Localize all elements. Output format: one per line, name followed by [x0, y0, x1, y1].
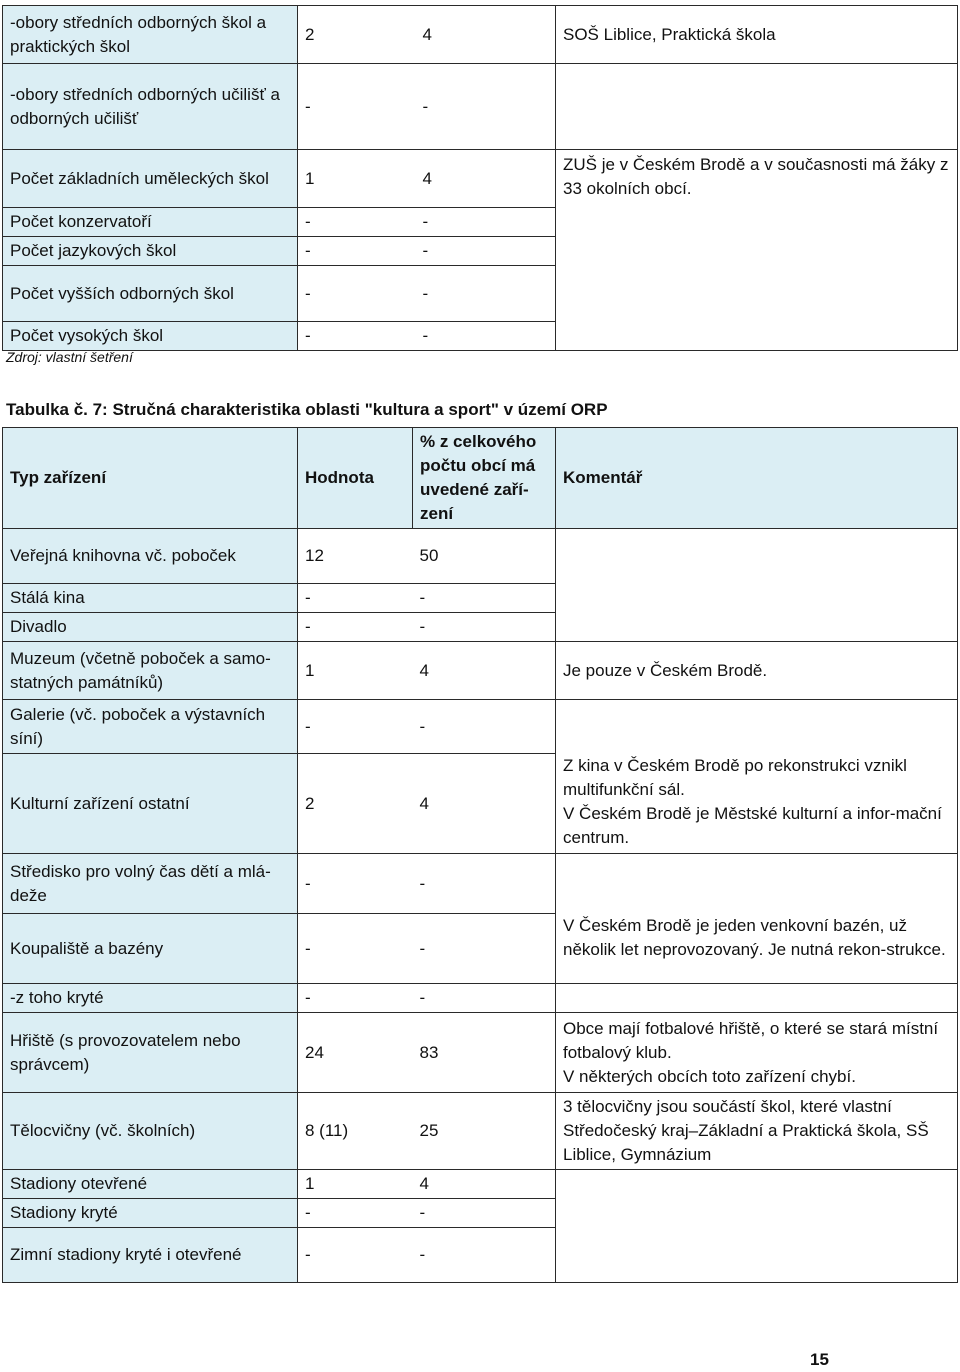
row-value-b: 83: [413, 1013, 556, 1093]
header-type: Typ zařízení: [3, 428, 298, 529]
row-value-b: -: [413, 613, 556, 642]
row-value-a: -: [298, 984, 413, 1013]
row-label: Koupaliště a bazény: [3, 914, 298, 984]
row-value-a: -: [298, 613, 413, 642]
row-label: Galerie (vč. poboček a výstavních síní): [3, 700, 298, 754]
row-value-b: -: [413, 1199, 556, 1228]
row-value-a: 12: [298, 529, 413, 584]
row-label: Středisko pro volný čas dětí a mlá-deže: [3, 854, 298, 914]
row-value-b: -: [413, 914, 556, 984]
table-row: [3, 854, 958, 914]
row-value-b: 4: [413, 1170, 556, 1199]
header-value: Hodnota: [298, 428, 413, 529]
table-row: [3, 64, 958, 150]
row-value-a: 1: [298, 642, 413, 700]
row-label: Počet základních uměleckých škol: [3, 150, 298, 208]
row-label: Veřejná knihovna vč. poboček: [3, 529, 298, 584]
row-value-b: -: [413, 854, 556, 914]
row-value-a: -: [298, 1228, 413, 1283]
row-label: Muzeum (včetně poboček a samo-statných památníků): [3, 642, 298, 700]
row-label: Stadiony kryté: [3, 1199, 298, 1228]
table-row: [3, 642, 958, 700]
row-value-b: 4: [413, 754, 556, 854]
row-value-a: -: [298, 266, 416, 322]
row-value-b: -: [416, 266, 556, 322]
row-label: -obory středních odborných učilišť a odborných učilišť: [3, 64, 298, 150]
row-value-b: -: [413, 984, 556, 1013]
row-comment: [556, 529, 958, 642]
table-row: [3, 754, 958, 854]
row-value-a: -: [298, 914, 413, 984]
table-row: [3, 914, 958, 984]
row-value-b: 25: [413, 1093, 556, 1170]
row-value-a: 2: [298, 754, 413, 854]
row-label: Počet vyšších odborných škol: [3, 266, 298, 322]
source-note: Zdroj: vlastní šetření: [6, 349, 133, 365]
row-value-b: -: [413, 1228, 556, 1283]
table-row: [3, 1170, 958, 1199]
row-comment: Obce mají fotbalové hřiště, o které se stará místní fotbalový klub. V některých obcích toto zařízení chybí.: [556, 1013, 958, 1093]
table-row: [3, 150, 958, 208]
culture-sport-table: [2, 427, 958, 1283]
row-label: Kulturní zařízení ostatní: [3, 754, 298, 854]
row-value-a: -: [298, 208, 416, 237]
row-comment: [556, 64, 958, 150]
row-value-b: 4: [416, 6, 556, 64]
row-comment: [556, 1170, 958, 1283]
row-value-a: 1: [298, 1170, 413, 1199]
row-comment: [556, 984, 958, 1013]
page-number: 15: [810, 1350, 829, 1369]
table-row: [3, 984, 958, 1013]
row-label: Divadlo: [3, 613, 298, 642]
row-comment: 3 tělocvičny jsou součástí škol, které vlastní Středočeský kraj–Základní a Praktická škola, SŠ Liblice, Gymnázium: [556, 1093, 958, 1170]
row-comment: [556, 854, 958, 914]
row-value-b: 4: [413, 642, 556, 700]
row-value-a: 8 (11): [298, 1093, 413, 1170]
row-value-b: -: [416, 208, 556, 237]
row-comment: SOŠ Liblice, Praktická škola: [556, 6, 958, 64]
row-comment: Je pouze v Českém Brodě.: [556, 642, 958, 700]
row-value-a: -: [298, 584, 413, 613]
row-label: Stálá kina: [3, 584, 298, 613]
row-label: Zimní stadiony kryté i otevřené: [3, 1228, 298, 1283]
row-label: Počet vysokých škol: [3, 322, 298, 351]
row-label: Stadiony otevřené: [3, 1170, 298, 1199]
header-comment: Komentář: [556, 428, 958, 529]
row-comment: Z kina v Českém Brodě po rekonstrukci vznikl multifunkční sál. V Českém Brodě je Městské kulturní a infor-mační centrum.: [556, 754, 958, 854]
row-value-b: -: [413, 700, 556, 754]
row-value-a: -: [298, 64, 416, 150]
row-value-b: 50: [413, 529, 556, 584]
table-caption: Tabulka č. 7: Stručná charakteristika oblasti "kultura a sport" v území ORP: [6, 400, 608, 419]
row-comment: V Českém Brodě je jeden venkovní bazén, už několik let neprovozovaný. Je nutná rekon-strukce.: [556, 914, 958, 984]
row-value-b: -: [413, 584, 556, 613]
row-value-a: -: [298, 322, 416, 351]
row-label: -z toho kryté: [3, 984, 298, 1013]
row-label: Počet konzervatoří: [3, 208, 298, 237]
row-value-a: 1: [298, 150, 416, 208]
row-value-b: -: [416, 322, 556, 351]
row-label: -obory středních odborných škol a praktických škol: [3, 6, 298, 64]
row-comment: ZUŠ je v Českém Brodě a v současnosti má žáky z 33 okolních obcí.: [556, 150, 958, 351]
table-row: [3, 6, 958, 64]
row-value-a: -: [298, 854, 413, 914]
row-value-a: -: [298, 700, 413, 754]
schools-table: [2, 5, 958, 351]
table-row: [3, 1093, 958, 1170]
row-value-a: -: [298, 1199, 413, 1228]
row-value-a: 2: [298, 6, 416, 64]
table-row: [3, 1013, 958, 1093]
row-comment: [556, 700, 958, 754]
row-value-a: -: [298, 237, 416, 266]
row-value-a: 24: [298, 1013, 413, 1093]
row-value-b: 4: [416, 150, 556, 208]
row-value-b: -: [416, 64, 556, 150]
table-row: [3, 700, 958, 754]
header-percent: % z celkového počtu obcí má uvedené zaří-zení: [413, 428, 556, 529]
table-row: [3, 529, 958, 584]
row-label: Počet jazykových škol: [3, 237, 298, 266]
table-header-row: [3, 428, 958, 529]
row-value-b: -: [416, 237, 556, 266]
row-label: Hřiště (s provozovatelem nebo správcem): [3, 1013, 298, 1093]
row-label: Tělocvičny (vč. školních): [3, 1093, 298, 1170]
